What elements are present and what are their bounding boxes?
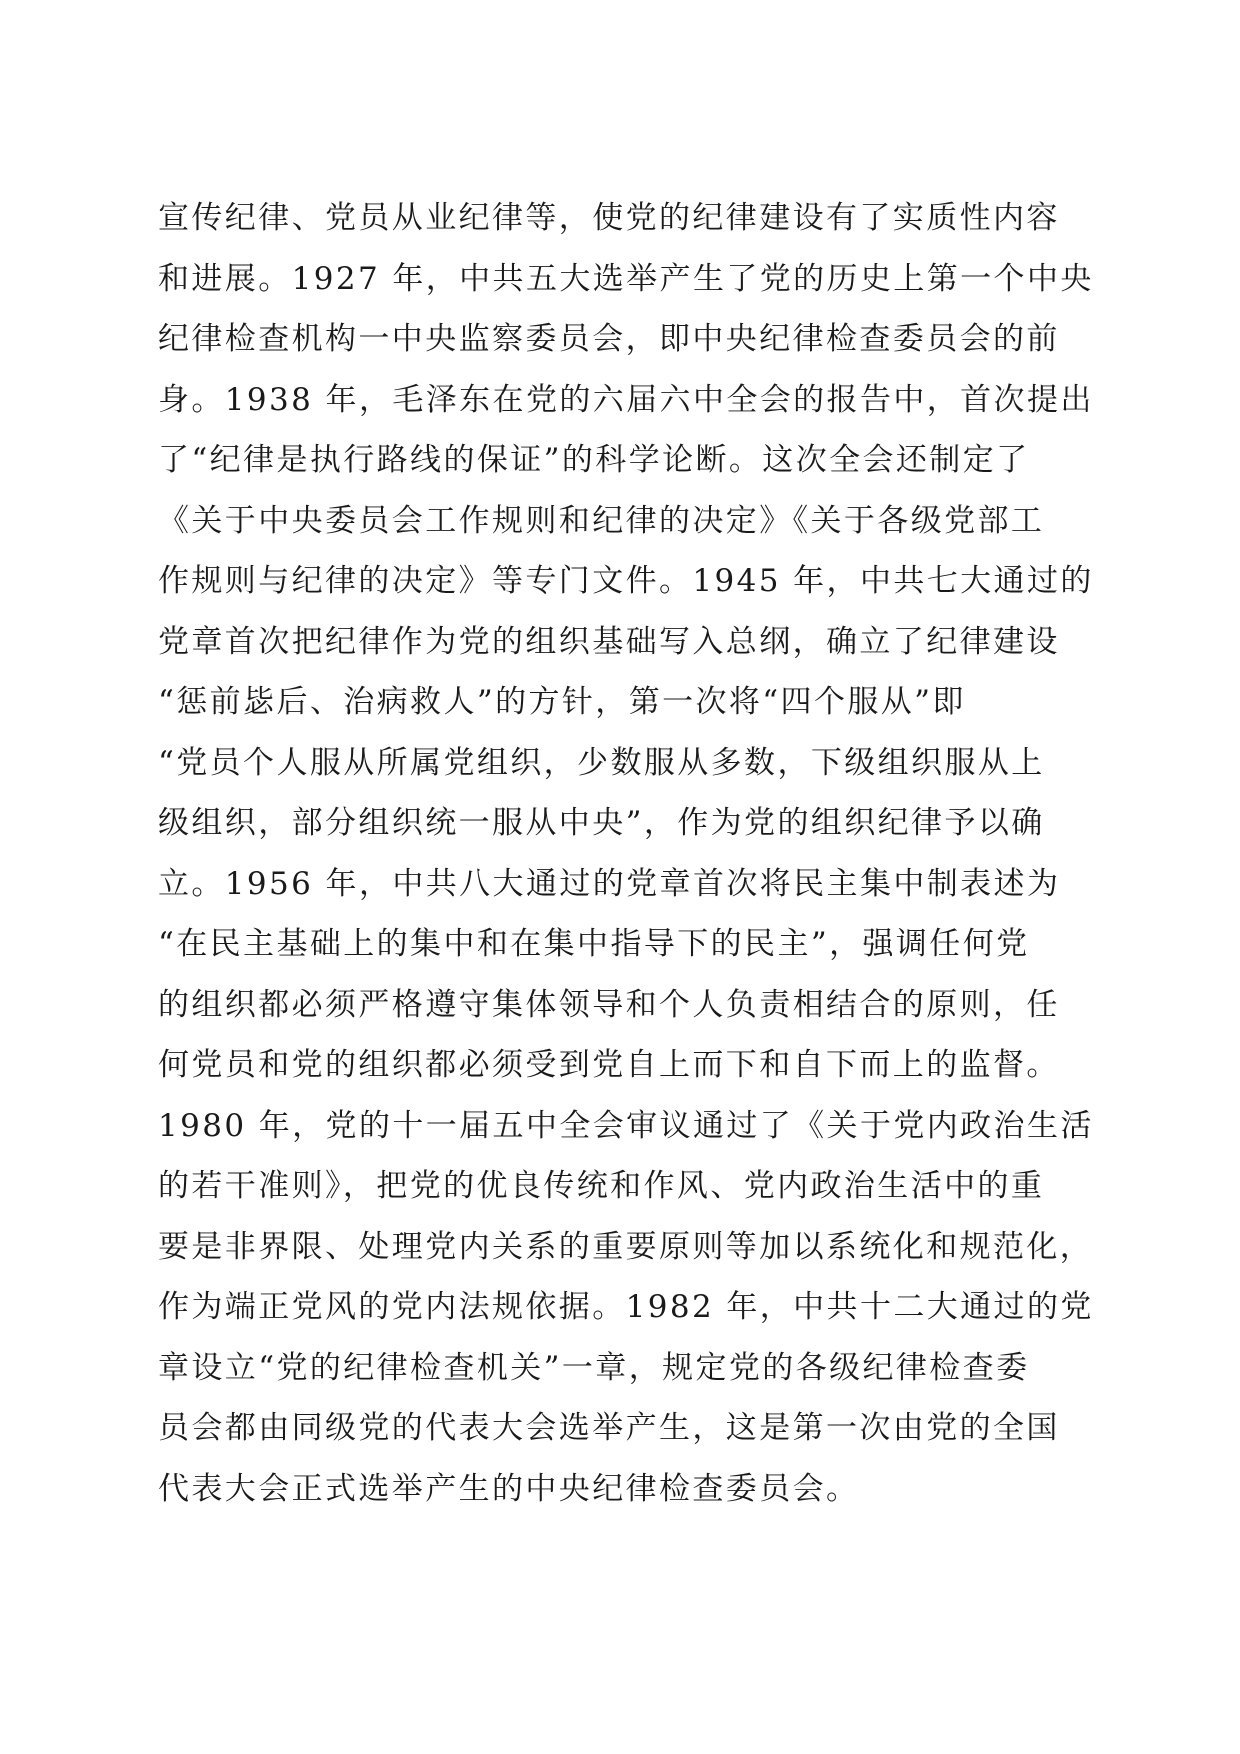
text-line: 作为端正党风的党内法规依据。1982 年，中共十二大通过的党 bbox=[158, 1289, 1094, 1325]
text-line: “惩前毖后、治病救人”的方针，第一次将“四个服从”即 bbox=[158, 684, 966, 720]
text-line: 党章首次把纪律作为党的组织基础写入总纲，确立了纪律建设 bbox=[158, 623, 1060, 660]
text-line: 章设立“党的纪律检查机关”一章，规定党的各级纪律检查委 bbox=[158, 1349, 1030, 1386]
text-line: 的若干准则》，把党的优良传统和作风、党内政治生活中的重 bbox=[158, 1168, 1045, 1204]
text-line: 和进展。1927 年，中共五大选举产生了党的历史上第一个中央 bbox=[158, 260, 1094, 297]
text-line: 的组织都必须严格遵守集体领导和个人负责相结合的原则，任 bbox=[158, 986, 1060, 1023]
text-line: 纪律检查机构一中央监察委员会，即中央纪律检查委员会的前 bbox=[158, 321, 1060, 357]
text-line: “党员个人服从所属党组织，少数服从多数，下级组织服从上 bbox=[158, 744, 1045, 781]
text-line: 1980 年，党的十一届五中全会审议通过了《关于党内政治生活 bbox=[158, 1107, 1094, 1144]
text-line: 《关于中央委员会工作规则和纪律的决定》《关于各级党部工 bbox=[158, 502, 1045, 539]
text-line: 宣传纪律、党员从业纪律等，使党的纪律建设有了实质性内容 bbox=[158, 200, 1060, 236]
text-line: 了“纪律是执行路线的保证”的科学论断。这次全会还制定了 bbox=[158, 442, 1030, 478]
text-line: 作规则与纪律的决定》等专门文件。1945 年，中共七大通过的 bbox=[158, 563, 1094, 599]
text-line: 要是非界限、处理党内关系的重要原则等加以系统化和规范化， bbox=[158, 1228, 1094, 1265]
text-line: 身。1938 年，毛泽东在党的六届六中全会的报告中，首次提出 bbox=[158, 381, 1094, 418]
text-line: “在民主基础上的集中和在集中指导下的民主”，强调任何党 bbox=[158, 926, 1030, 962]
text-line: 何党员和党的组织都必须受到党自上而下和自下而上的监督。 bbox=[158, 1047, 1060, 1083]
text-line: 代表大会正式选举产生的中央纪律检查委员会。 bbox=[158, 1470, 860, 1507]
text-line: 级组织，部分组织统一服从中央”，作为党的组织纪律予以确 bbox=[158, 805, 1045, 841]
body-paragraph bbox=[158, 188, 1094, 1519]
text-line: 立。1956 年，中共八大通过的党章首次将民主集中制表述为 bbox=[158, 865, 1061, 902]
text-line: 员会都由同级党的代表大会选举产生，这是第一次由党的全国 bbox=[158, 1410, 1060, 1446]
